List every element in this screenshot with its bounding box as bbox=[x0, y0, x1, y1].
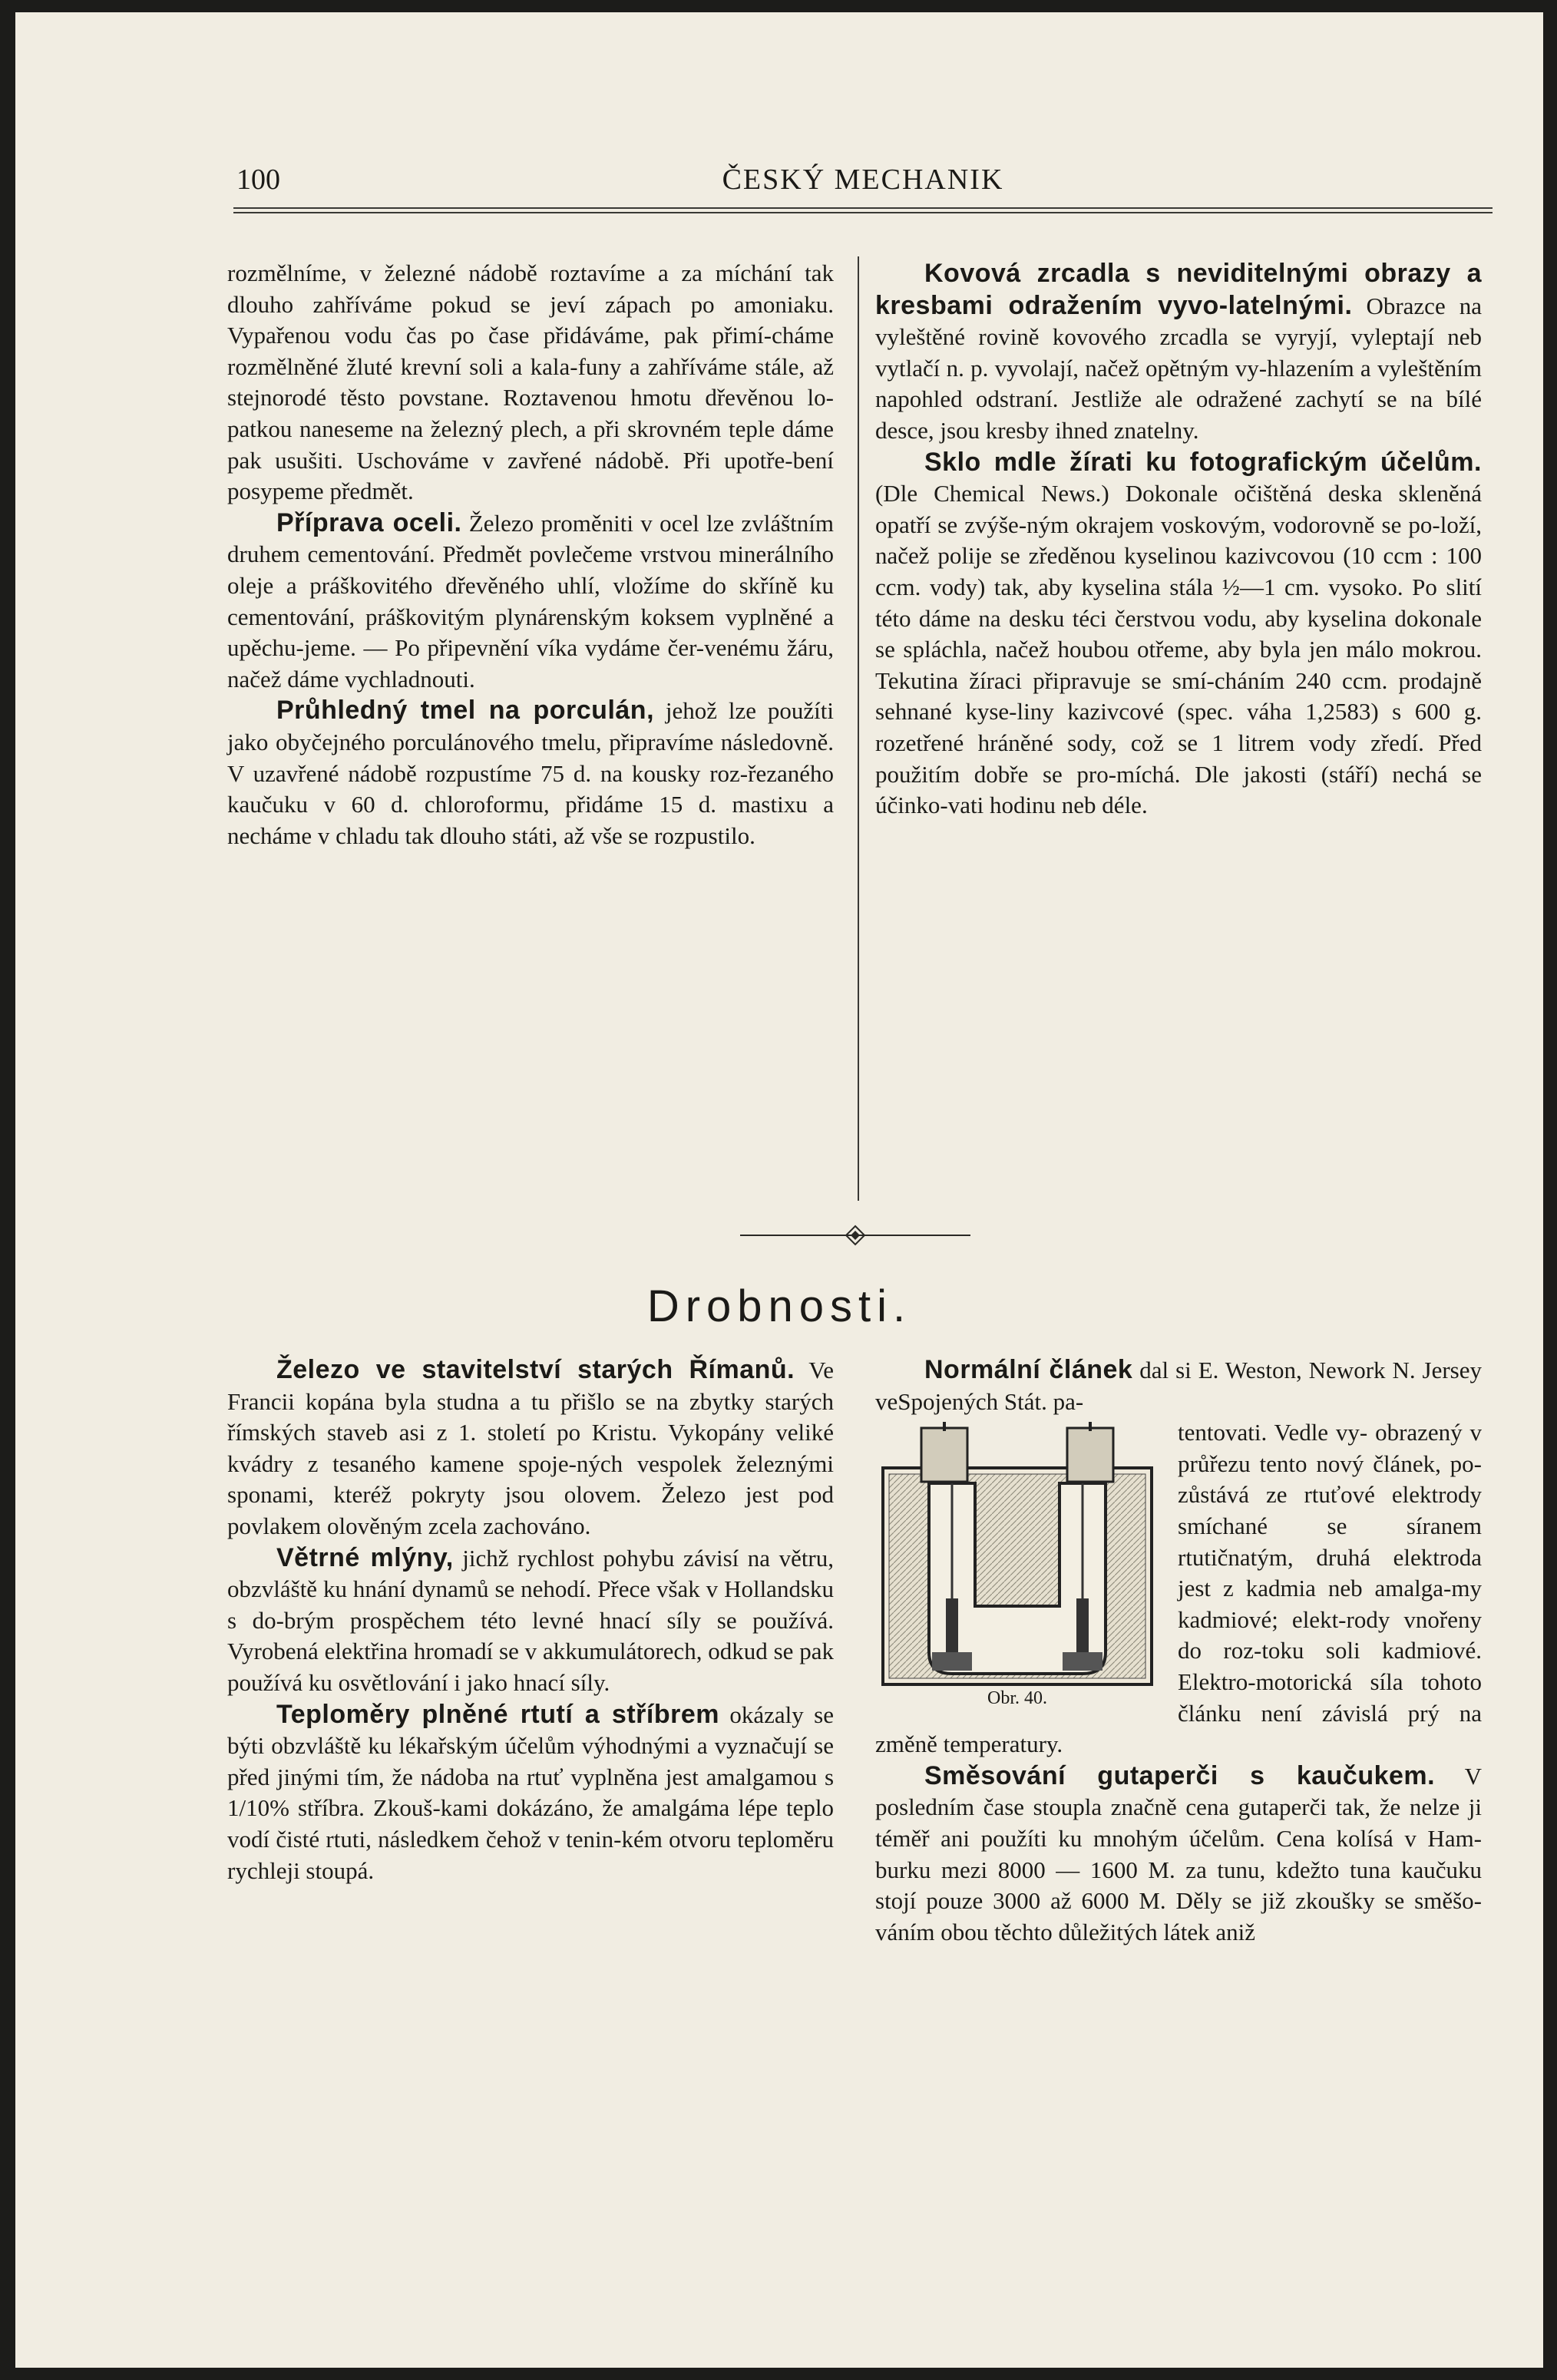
bottom-right-column bbox=[875, 1354, 1482, 1948]
heading-windmills: Větrné mlýny, bbox=[276, 1542, 454, 1572]
heading-steel: Příprava oceli. bbox=[276, 507, 462, 537]
page-number: 100 bbox=[236, 164, 280, 196]
paragraph-weston-cell-body: tentovati. Vedle vy- obrazený v průřezu tento nový článek, po-zůstává ze rtuťové elektrody smíchané se síranem rtutičnatým, druhá elektroda jest z kadmia neb amalga-my kadmiové; elekt-rody vnořeny do roz-toku soli kadmiové. Elektro-motorická síla tohoto článku není závislá prý na změně temperatury. bbox=[875, 1419, 1483, 1758]
figure-caption: Obr. 40. bbox=[987, 1688, 1047, 1709]
paragraph-thermometers: Teploměry plněné rtutí a stříbrem okázaly se býti obzvláště ku lékařským účelům výhodnými a vyznačují se před jinými tím, že nádoba na rtuť vyplněna jest amalgamou s 1/10% stříbra. Zkouš-kami dokázáno, že amalgáma lépe teplo vodí čisté rtuti, následkem čehož v tenin-kém otvoru teploměru rychleji stoupá. bbox=[227, 1699, 835, 1884]
figure-weston-cell bbox=[875, 1422, 1159, 1714]
heading-roman-iron: Železo ve stavitelství starých Římanů. bbox=[276, 1355, 795, 1384]
header-rule bbox=[233, 207, 1493, 209]
paragraph-cement-recipe: rozmělníme, v železné nádobě roztavíme a za míchání tak dlouho zahříváme pokud se jeví zápach po amoniaku. Vypařenou vodu čas po čase přidáváme, pak přimí-cháme rozmělněné žluté krevní soli a kala-funy a zahříváme stále, až stejnorodé těsto povstane. Roztavenou hmotu dřevěnou lo-patkou naneseme na železný plech, a při skrovném teple dáme pak usušiti. Uschováme v zavřené nádobě. Při upotře-bení posypeme předmět. bbox=[227, 259, 835, 505]
header-rule-2 bbox=[233, 212, 1493, 213]
paragraph-gutta-percha: Směsování gutaperči s kaučukem. V posledním čase stoupla značně cena gutaperči tak, že nelze ji téměř ani použíti ku mnohým účelům. Cena kolísá v Ham-burku mezi 8000 — 1600 M. za tunu, kdežto tuna kaučuku stojí pouze 3000 až 6000 M. Děly se již zkoušky se směšo-váním obou těchto důležitých látek aniž bbox=[875, 1760, 1483, 1945]
paragraph-glass-etching: Sklo mdle žírati ku fotografickým účelům. (Dle Chemical News.) Dokonale očištěná deska skleněná opatří se zvýše-ným okrajem voskovým, vodorovně se po-loží, načež polije se zředěnou kyselinou kazivcovou (10 ccm : 100 ccm. vody) tak, aby kyselina stála ½—1 cm. vysoko. Po slití této dáme na desku téci čerstvou vodu, aby kyselina dokonale se spláchla, načež houbou otřeme, aby byla jen málo mokrou. Tekutina žíraci připravuje se smí-cháním 240 ccm. prodajně sehnané kyse-liny kazivcové (spec. váha 1,2583) s 600 g. rozetřené hráněné sody, což se 1 litrem vody zředí. Před použitím dobře se pro-míchá. Dle jakosti (stáří) nechá se účinko-vati hodinu neb déle. bbox=[875, 447, 1483, 819]
heading-mirrors: Kovová zrcadla s neviditelnými obrazy a kresbami odražením vyvo-latelnými. bbox=[875, 259, 1482, 320]
paragraph-roman-iron: Železo ve stavitelství starých Římanů. Ve Francii kopána byla studna a tu přišlo se na zbytky starých římských staveb asi z 1. století po Kristu. Vykopány veliké kvádry z tesaného kamene spoje-ných vespolek železnými sponami, kteréž pokryty jsou olovem. Železo jest pod povlakem olověným zcela zachováno. bbox=[227, 1355, 835, 1539]
paragraph-porcelain-cement: Průhledný tmel na porculán, jehož lze použíti jako obyčejného porculánového tmelu, připravíme následovně. V uzavřené nádobě rozpustíme 75 d. na kousky roz-řezaného kaučuku v 60 d. chloroformu, přidáme 15 d. mastixu a necháme v chladu tak dlouho státi, až vše se rozpustilo. bbox=[227, 696, 835, 849]
weston-cell-drawing bbox=[875, 1422, 1159, 1687]
section-title: Drobnosti. bbox=[646, 1281, 912, 1331]
page-header bbox=[233, 163, 1493, 206]
top-right-column bbox=[875, 258, 1482, 821]
paragraph-steel: Příprava oceli. Železo proměniti v ocel lze zvláštním druhem cementování. Předmět povlečeme vrstvou minerálního oleje a práškovitého dřevěného uhlí, vložíme do skříně ku cementování, práškovitým plynárenským koksem vyplněné a upěchu-jeme. — Po připevnění víka vydáme čer-venému žáru, načež dáme vychladnouti. bbox=[227, 507, 835, 693]
heading-normal-cell: Normální článek bbox=[924, 1355, 1133, 1384]
paragraph-mirrors: Kovová zrcadla s neviditelnými obrazy a kresbami odražením vyvo-latelnými. Obrazce na vyleštěné rovině kovového zrcadla se vyryjí, vyleptají neb vytlačí n. p. vyvolají, načež opětným vy-hlazením a vyleštěním napohled odstraní. Jestliže ale odražené zachytí se na bílé desce, jsou kresby ihned znatelny. bbox=[875, 259, 1483, 444]
heading-thermometers: Teploměry plněné rtutí a stříbrem bbox=[276, 1699, 719, 1729]
paragraph-weston-cell-intro: Normální článek dal si E. Weston, Nework N. Jersey veSpojených Stát. pa- bbox=[875, 1355, 1483, 1415]
column-divider bbox=[858, 256, 859, 1201]
top-left-column bbox=[227, 258, 834, 851]
bottom-left-column bbox=[227, 1354, 834, 1886]
heading-porcelain-cement: Průhledný tmel na porculán, bbox=[276, 696, 655, 726]
heading-glass-etching: Sklo mdle žírati ku fotografickým účelům. bbox=[924, 447, 1482, 477]
heading-gutta-percha: Směsování gutaperči s kaučukem. bbox=[924, 1760, 1436, 1790]
ornament-divider bbox=[740, 1224, 970, 1247]
paragraph-windmills: Větrné mlýny, jichž rychlost pohybu závisí na větru, obzvláště ku hnání dynamů se nehodí. Přece však v Hollandsku s do-brým prospěchem této levné hnací síly se používá. Vyrobená elektřina hromadí se v akkumulátorech, odkud se pak používá ku osvětlování i jako hnací síly. bbox=[227, 1542, 835, 1696]
page bbox=[15, 12, 1543, 2368]
journal-title: ČESKÝ MECHANIK bbox=[722, 164, 1004, 196]
